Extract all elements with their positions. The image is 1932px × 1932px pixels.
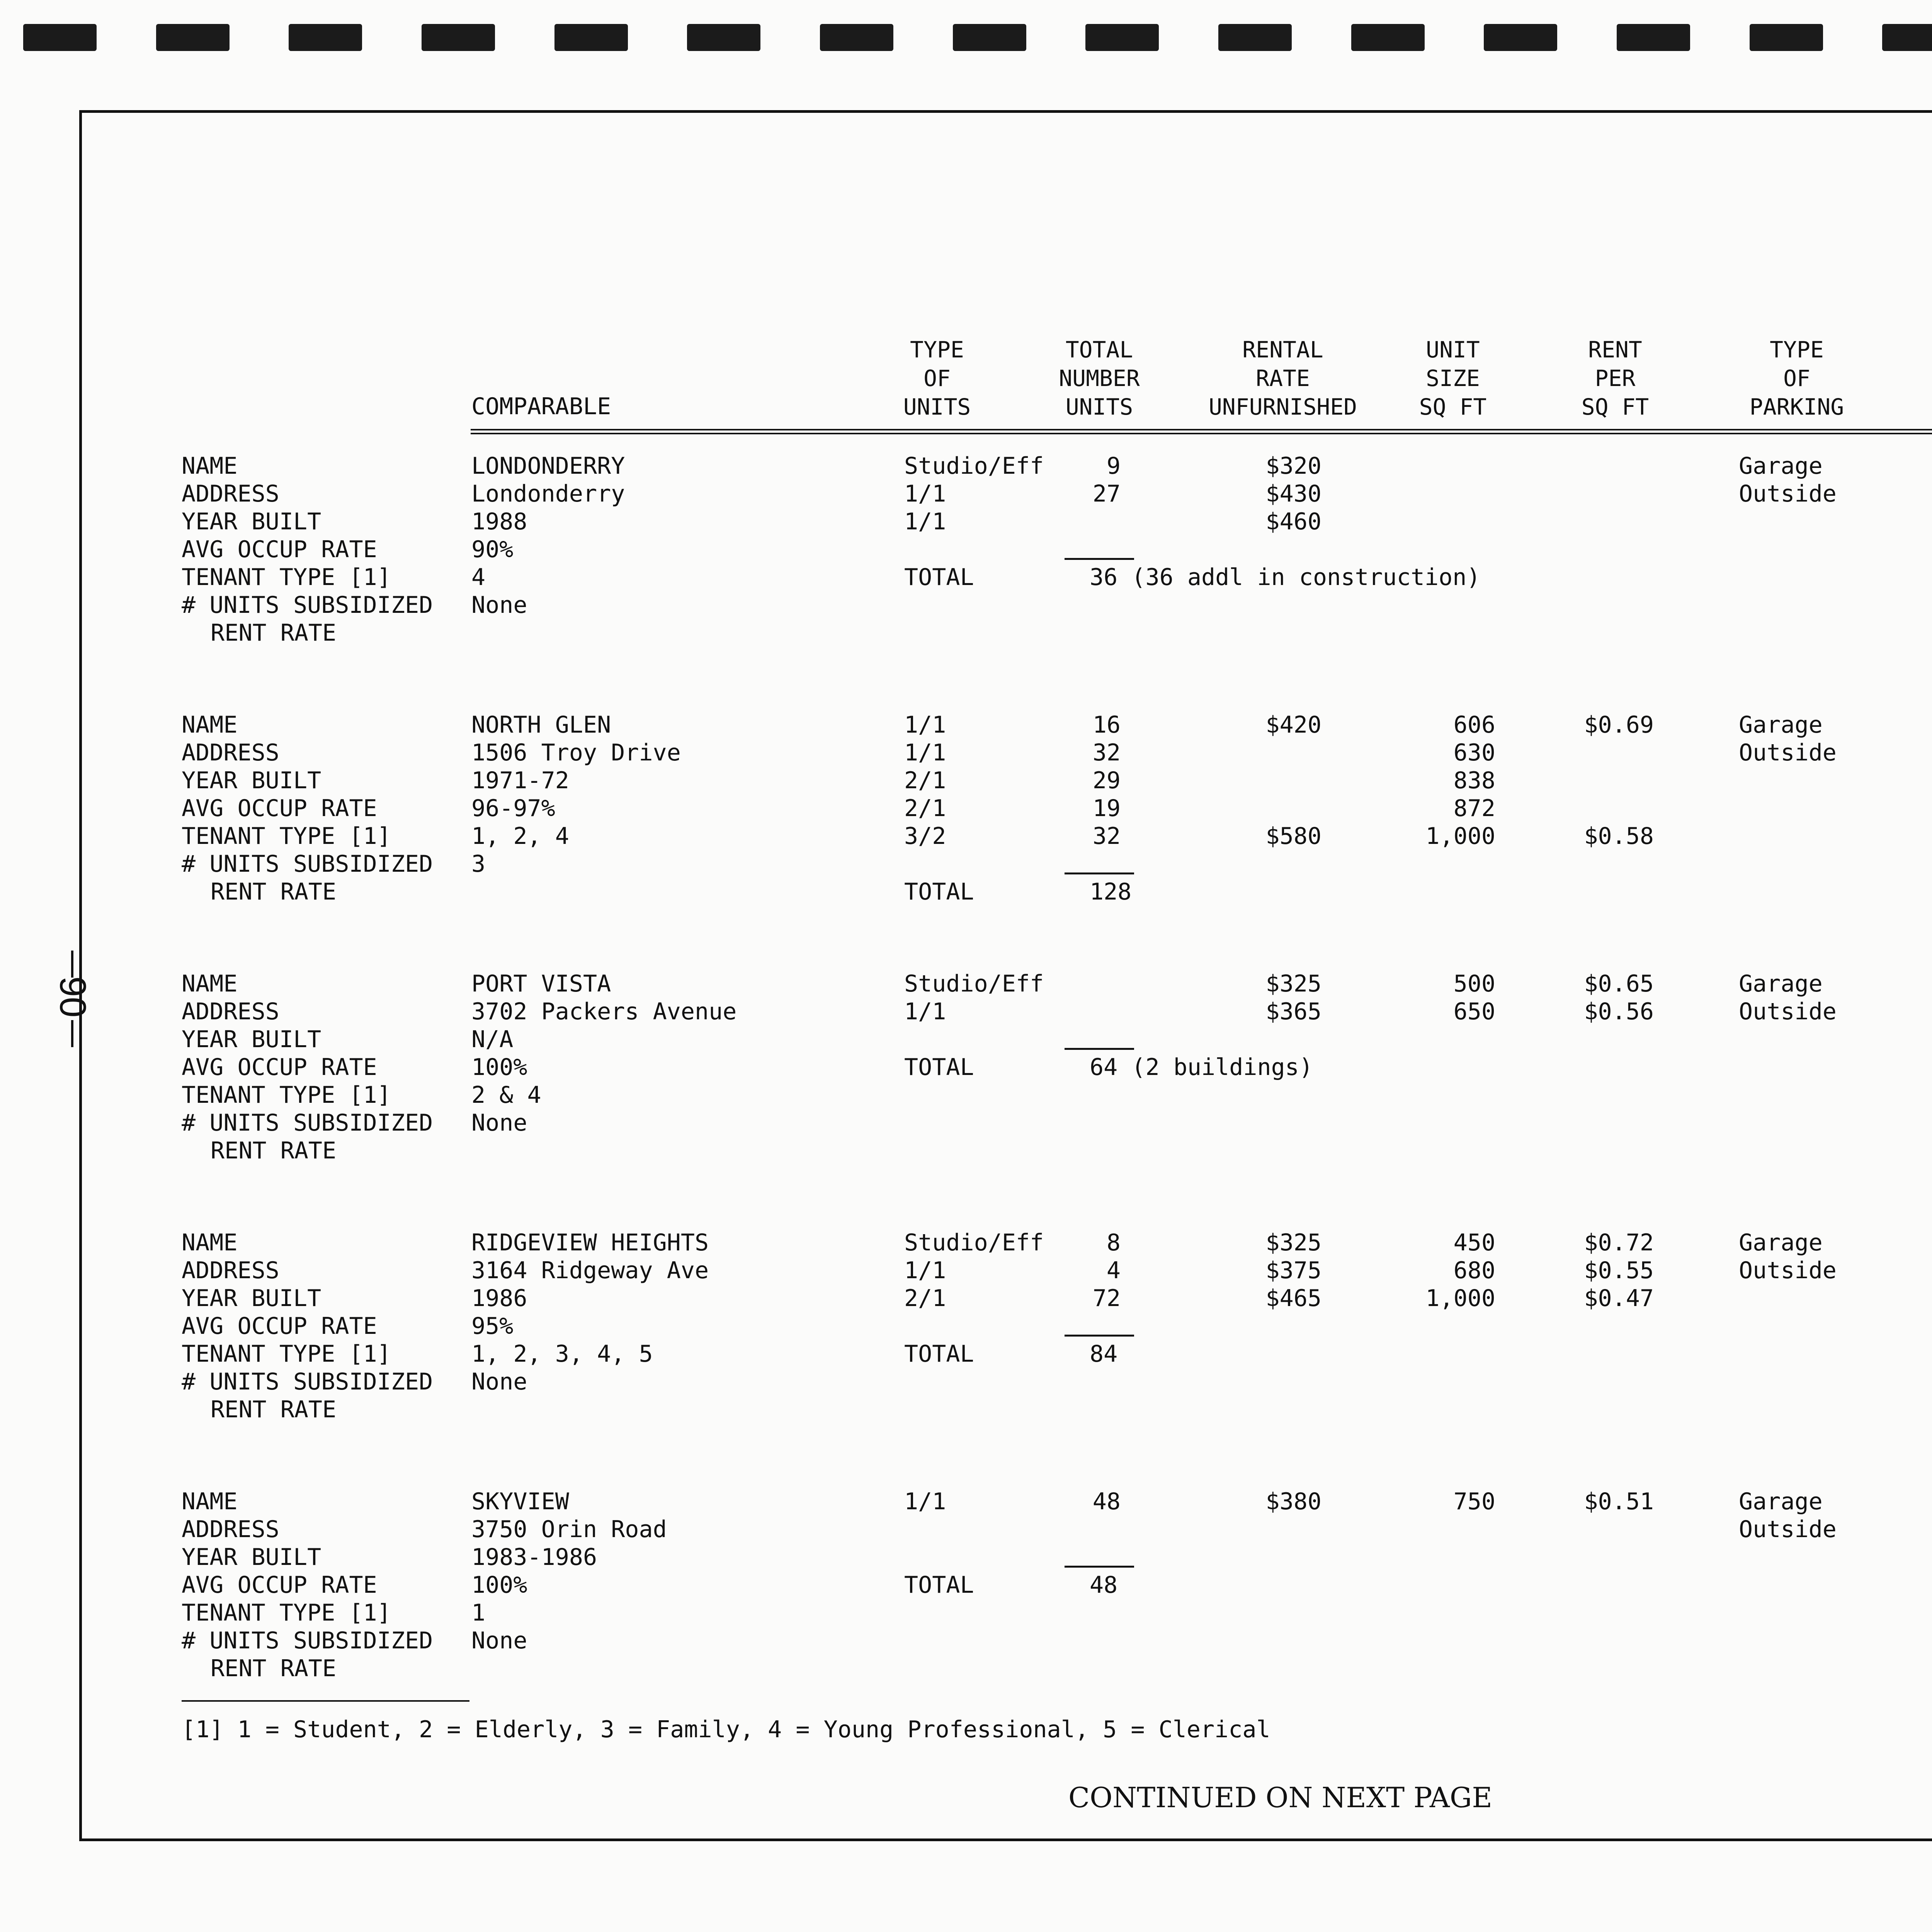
feed-hole: [1882, 24, 1932, 51]
property-address: Londonderry: [471, 480, 625, 507]
unit-type: 1/1: [904, 711, 946, 738]
units-subtotal-rule: [1065, 1566, 1134, 1568]
unit-type: 1/1: [904, 1257, 946, 1284]
unit-count: 32: [1092, 739, 1121, 766]
row-label: ADDRESS: [182, 480, 279, 507]
feed-hole: [953, 24, 1026, 51]
unit-type: 2/1: [904, 1285, 946, 1312]
page-number-rule-bottom: [71, 1020, 73, 1047]
unit-count: 48: [1092, 1488, 1121, 1515]
parking-type: Outside: [1739, 1516, 1837, 1543]
parking-type: Garage: [1739, 711, 1823, 738]
unit-count: 27: [1092, 480, 1121, 507]
property-address: 3164 Ridgeway Ave: [471, 1257, 709, 1284]
row-label: ADDRESS: [182, 1516, 279, 1543]
unit-rent: $580: [1265, 823, 1321, 850]
unit-count: 8: [1106, 1229, 1121, 1256]
units-subtotal-rule: [1065, 558, 1134, 560]
unit-rent-per-sqft: $0.47: [1584, 1285, 1654, 1312]
unit-size: 650: [1453, 998, 1495, 1025]
row-label: # UNITS SUBSIDIZED: [182, 1627, 433, 1654]
tractor-feed-holes: [23, 24, 1932, 51]
unit-type: Studio/Eff: [904, 452, 1044, 480]
row-label: YEAR BUILT: [182, 508, 321, 535]
unit-type: 1/1: [904, 1488, 946, 1515]
property-subsidized: None: [471, 1627, 527, 1654]
property-address: 3702 Packers Avenue: [471, 998, 737, 1025]
property-tenant: 1, 2, 3, 4, 5: [471, 1340, 653, 1367]
row-label: RENT RATE: [211, 1655, 337, 1682]
unit-rent: $325: [1265, 1229, 1321, 1256]
feed-hole: [1218, 24, 1292, 51]
property-year-built: 1971-72: [471, 767, 569, 794]
unit-size: 450: [1453, 1229, 1495, 1256]
feed-hole: [422, 24, 495, 51]
property-name: NORTH GLEN: [471, 711, 611, 738]
unit-rent: $320: [1265, 452, 1321, 480]
property-subsidized: None: [471, 1109, 527, 1136]
property-name: SKYVIEW: [471, 1488, 569, 1515]
total-units: 36 (36 addl in construction): [1090, 564, 1481, 591]
unit-rent: $460: [1265, 508, 1321, 535]
page-number-rule-top: [71, 951, 73, 978]
unit-rent: $380: [1265, 1488, 1321, 1515]
unit-type: Studio/Eff: [904, 970, 1044, 997]
unit-rent: $375: [1265, 1257, 1321, 1284]
unit-type: 1/1: [904, 998, 946, 1025]
row-label: # UNITS SUBSIDIZED: [182, 592, 433, 619]
total-units: 48: [1090, 1571, 1118, 1599]
property-tenant: 4: [471, 564, 486, 591]
unit-count: 4: [1106, 1257, 1121, 1284]
units-subtotal-rule: [1065, 872, 1134, 874]
property-occup: 96-97%: [471, 795, 555, 822]
row-label: TENANT TYPE [1]: [182, 1599, 391, 1626]
feed-hole: [1617, 24, 1690, 51]
unit-rent: $365: [1265, 998, 1321, 1025]
total-units: 128: [1090, 878, 1132, 905]
row-label: YEAR BUILT: [182, 1026, 321, 1053]
unit-size: 750: [1453, 1488, 1495, 1515]
row-label: NAME: [182, 970, 238, 997]
parking-type: Outside: [1739, 739, 1837, 766]
unit-count: 19: [1092, 795, 1121, 822]
feed-hole: [23, 24, 97, 51]
header-type-of-units: TYPE OF UNITS: [903, 337, 971, 420]
unit-type: 1/1: [904, 739, 946, 766]
feed-hole: [1750, 24, 1823, 51]
row-label: TENANT TYPE [1]: [182, 823, 391, 850]
total-label: TOTAL: [904, 564, 974, 591]
row-label: AVG OCCUP RATE: [182, 536, 377, 563]
unit-rent: $420: [1265, 711, 1321, 738]
row-label: TENANT TYPE [1]: [182, 564, 391, 591]
row-label: NAME: [182, 711, 238, 738]
unit-rent-per-sqft: $0.72: [1584, 1229, 1654, 1256]
continued-note: CONTINUED ON NEXT PAGE: [1068, 1781, 1492, 1814]
unit-rent-per-sqft: $0.65: [1584, 970, 1654, 997]
header-rent-per-sqft: RENT PER SQ FT: [1581, 337, 1649, 420]
total-label: TOTAL: [904, 1054, 974, 1081]
property-tenant: 2 & 4: [471, 1082, 541, 1109]
property-name: LONDONDERRY: [471, 452, 625, 480]
unit-rent: $325: [1265, 970, 1321, 997]
total-label: TOTAL: [904, 1571, 974, 1599]
header-comparable: COMPARABLE: [471, 393, 611, 420]
row-label: RENT RATE: [211, 1396, 337, 1423]
unit-count: 72: [1092, 1285, 1121, 1312]
unit-rent: $430: [1265, 480, 1321, 507]
units-subtotal-rule: [1065, 1335, 1134, 1337]
property-tenant: 1: [471, 1599, 486, 1626]
parking-type: Garage: [1739, 1488, 1823, 1515]
row-label: TENANT TYPE [1]: [182, 1340, 391, 1367]
row-label: NAME: [182, 1488, 238, 1515]
unit-size: 680: [1453, 1257, 1495, 1284]
footnote: [1] 1 = Student, 2 = Elderly, 3 = Family, 4 = Young Professional, 5 = Clerical: [182, 1716, 1270, 1743]
parking-type: Garage: [1739, 970, 1823, 997]
total-units: 84: [1090, 1340, 1118, 1367]
property-occup: 100%: [471, 1571, 527, 1599]
row-label: RENT RATE: [211, 1137, 337, 1164]
property-address: 1506 Troy Drive: [471, 739, 681, 766]
feed-hole: [156, 24, 230, 51]
row-label: ADDRESS: [182, 1257, 279, 1284]
total-label: TOTAL: [904, 1340, 974, 1367]
row-label: ADDRESS: [182, 998, 279, 1025]
unit-size: 630: [1453, 739, 1495, 766]
property-address: 3750 Orin Road: [471, 1516, 667, 1543]
unit-size: 838: [1453, 767, 1495, 794]
row-label: YEAR BUILT: [182, 1544, 321, 1571]
unit-size: 500: [1453, 970, 1495, 997]
property-year-built: 1986: [471, 1285, 527, 1312]
unit-rent-per-sqft: $0.58: [1584, 823, 1654, 850]
property-subsidized: None: [471, 1368, 527, 1395]
feed-hole: [687, 24, 760, 51]
unit-rent-per-sqft: $0.55: [1584, 1257, 1654, 1284]
parking-type: Outside: [1739, 1257, 1837, 1284]
units-subtotal-rule: [1065, 1048, 1134, 1050]
row-label: NAME: [182, 452, 238, 480]
unit-type: Studio/Eff: [904, 1229, 1044, 1256]
total-units: 64 (2 buildings): [1090, 1054, 1313, 1081]
header-rental-rate: RENTAL RATE UNFURNISHED: [1208, 337, 1357, 420]
footnote-rule: [182, 1700, 469, 1702]
unit-rent-per-sqft: $0.51: [1584, 1488, 1654, 1515]
property-occup: 90%: [471, 536, 514, 563]
unit-count: 32: [1092, 823, 1121, 850]
unit-count: 9: [1106, 452, 1121, 480]
row-label: # UNITS SUBSIDIZED: [182, 1368, 433, 1395]
header-double-rule: [471, 429, 1932, 434]
property-subsidized: None: [471, 592, 527, 619]
row-label: AVG OCCUP RATE: [182, 1313, 377, 1340]
row-label: NAME: [182, 1229, 238, 1256]
row-label: AVG OCCUP RATE: [182, 1054, 377, 1081]
unit-size: 1,000: [1425, 823, 1495, 850]
header-unit-size: UNIT SIZE SQ FT: [1419, 337, 1487, 420]
row-label: # UNITS SUBSIDIZED: [182, 850, 433, 878]
feed-hole: [820, 24, 893, 51]
unit-rent-per-sqft: $0.69: [1584, 711, 1654, 738]
unit-rent: $465: [1265, 1285, 1321, 1312]
feed-hole: [1085, 24, 1159, 51]
parking-type: Outside: [1739, 480, 1837, 507]
row-label: # UNITS SUBSIDIZED: [182, 1109, 433, 1136]
unit-type: 1/1: [904, 508, 946, 535]
parking-type: Garage: [1739, 1229, 1823, 1256]
unit-count: 29: [1092, 767, 1121, 794]
feed-hole: [289, 24, 362, 51]
property-subsidized: 3: [471, 850, 486, 878]
property-year-built: N/A: [471, 1026, 514, 1053]
unit-count: 16: [1092, 711, 1121, 738]
feed-hole: [1484, 24, 1557, 51]
unit-type: 2/1: [904, 795, 946, 822]
row-label: TENANT TYPE [1]: [182, 1082, 391, 1109]
property-tenant: 1, 2, 4: [471, 823, 569, 850]
row-label: RENT RATE: [211, 619, 337, 646]
property-occup: 95%: [471, 1313, 514, 1340]
row-label: AVG OCCUP RATE: [182, 795, 377, 822]
property-name: RIDGEVIEW HEIGHTS: [471, 1229, 709, 1256]
row-label: ADDRESS: [182, 739, 279, 766]
total-label: TOTAL: [904, 878, 974, 905]
header-type-of-parking: TYPE OF PARKING: [1749, 337, 1844, 420]
parking-type: Garage: [1739, 452, 1823, 480]
unit-size: 606: [1453, 711, 1495, 738]
row-label: RENT RATE: [211, 878, 337, 905]
row-label: YEAR BUILT: [182, 1285, 321, 1312]
unit-rent-per-sqft: $0.56: [1584, 998, 1654, 1025]
row-label: YEAR BUILT: [182, 767, 321, 794]
feed-hole: [1351, 24, 1425, 51]
page-number: 90: [52, 976, 94, 1018]
unit-type: 3/2: [904, 823, 946, 850]
property-occup: 100%: [471, 1054, 527, 1081]
feed-hole: [554, 24, 628, 51]
unit-size: 1,000: [1425, 1285, 1495, 1312]
header-total-number-units: TOTAL NUMBER UNITS: [1059, 337, 1140, 420]
property-year-built: 1988: [471, 508, 527, 535]
property-year-built: 1983-1986: [471, 1544, 597, 1571]
row-label: AVG OCCUP RATE: [182, 1571, 377, 1599]
unit-type: 2/1: [904, 767, 946, 794]
parking-type: Outside: [1739, 998, 1837, 1025]
property-name: PORT VISTA: [471, 970, 611, 997]
unit-size: 872: [1453, 795, 1495, 822]
unit-type: 1/1: [904, 480, 946, 507]
